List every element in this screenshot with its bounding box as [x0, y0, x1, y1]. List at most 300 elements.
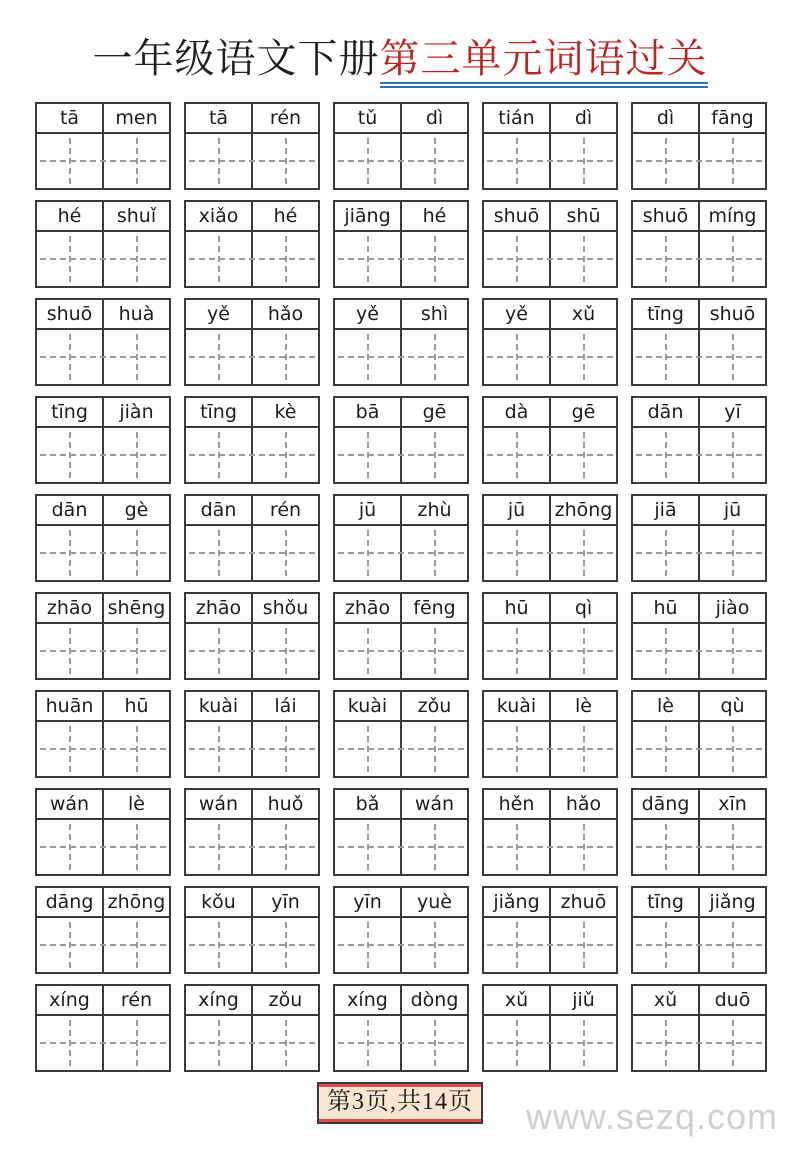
pinyin-syllable: huà — [102, 300, 169, 328]
writing-box — [484, 526, 549, 580]
writing-box — [37, 624, 102, 678]
writing-box — [102, 232, 169, 286]
pinyin-syllable: hé — [251, 202, 318, 230]
pinyin-syllable: tīng — [647, 303, 684, 325]
pinyin-row — [633, 104, 765, 134]
pinyin-syllable: yě — [505, 303, 528, 325]
pinyin-row — [335, 496, 467, 526]
writing-box — [102, 918, 169, 972]
pinyin-row — [186, 300, 318, 330]
write-row — [335, 526, 467, 580]
writing-box — [102, 820, 169, 874]
pinyin-syllable: jiā — [654, 499, 677, 521]
pinyin-row — [484, 104, 616, 134]
write-row — [335, 134, 467, 188]
page-footer — [317, 1082, 483, 1124]
pinyin-syllable: jū — [507, 499, 526, 521]
writing-box — [186, 526, 251, 580]
writing-box — [186, 330, 251, 384]
writing-box — [37, 330, 102, 384]
write-row — [633, 1016, 765, 1070]
word-block — [333, 788, 469, 876]
pinyin-syllable: tīng — [647, 891, 684, 913]
writing-box — [186, 820, 251, 874]
writing-box — [549, 1016, 616, 1070]
pinyin-syllable: dì — [656, 107, 675, 129]
pinyin-syllable: yě — [356, 303, 379, 325]
writing-box — [633, 624, 698, 678]
write-row — [633, 624, 765, 678]
pinyin-syllable: hū — [504, 597, 529, 619]
writing-box — [186, 1016, 251, 1070]
writing-box — [400, 624, 467, 678]
writing-box — [335, 526, 400, 580]
pinyin-row — [335, 888, 467, 918]
pinyin-syllable: gē — [400, 398, 467, 426]
pinyin-syllable: dòng — [400, 986, 467, 1014]
word-block — [482, 984, 618, 1072]
pinyin-syllable: zhāo — [46, 597, 93, 619]
pinyin-syllable: shuō — [698, 300, 765, 328]
writing-box — [102, 526, 169, 580]
pinyin-syllable: shǒu — [251, 594, 318, 622]
pinyin-row — [37, 986, 169, 1016]
pinyin-syllable: xǔ — [653, 989, 678, 1011]
write-row — [484, 428, 616, 482]
pinyin-syllable: jiǔ — [549, 986, 616, 1014]
pinyin-row — [37, 790, 169, 820]
pinyin-syllable: jiāng — [344, 205, 391, 227]
word-block — [35, 494, 171, 582]
pinyin-row — [484, 496, 616, 526]
writing-box — [102, 330, 169, 384]
pinyin-syllable: dì — [400, 104, 467, 132]
pinyin-syllable: fāng — [698, 104, 765, 132]
pinyin-row — [37, 496, 169, 526]
pinyin-syllable: tīng — [51, 401, 88, 423]
writing-box — [549, 134, 616, 188]
write-row — [633, 526, 765, 580]
word-block — [184, 298, 320, 386]
pinyin-row — [335, 300, 467, 330]
word-row — [35, 886, 767, 974]
pinyin-row — [186, 496, 318, 526]
word-block — [35, 592, 171, 680]
writing-box — [186, 722, 251, 776]
pinyin-syllable: zhōng — [102, 888, 169, 916]
writing-box — [549, 526, 616, 580]
pinyin-syllable: wán — [400, 790, 467, 818]
word-block — [333, 494, 469, 582]
pinyin-syllable: jiǎng — [493, 891, 540, 913]
pinyin-row — [186, 104, 318, 134]
pinyin-syllable: jū — [358, 499, 377, 521]
write-row — [484, 722, 616, 776]
word-block — [184, 102, 320, 190]
writing-box — [37, 134, 102, 188]
pinyin-syllable: gē — [549, 398, 616, 426]
word-row — [35, 298, 767, 386]
pinyin-syllable: yīn — [353, 891, 382, 913]
pinyin-syllable: kuài — [198, 695, 239, 717]
writing-box — [549, 624, 616, 678]
writing-box — [484, 624, 549, 678]
writing-box — [37, 526, 102, 580]
write-row — [37, 134, 169, 188]
pinyin-row — [633, 692, 765, 722]
word-block — [184, 788, 320, 876]
write-row — [335, 428, 467, 482]
pinyin-row — [186, 692, 318, 722]
pinyin-syllable: zǒu — [251, 986, 318, 1014]
writing-box — [698, 722, 765, 776]
pinyin-syllable: xíng — [198, 989, 239, 1011]
word-block — [631, 592, 767, 680]
pinyin-syllable: bǎ — [355, 793, 380, 815]
write-row — [186, 624, 318, 678]
writing-box — [186, 624, 251, 678]
pinyin-row — [37, 202, 169, 232]
pinyin-syllable: zhāo — [344, 597, 391, 619]
pinyin-syllable: hū — [653, 597, 678, 619]
pinyin-row — [484, 202, 616, 232]
word-block — [333, 886, 469, 974]
write-row — [37, 820, 169, 874]
writing-box — [102, 428, 169, 482]
pinyin-row — [186, 398, 318, 428]
pinyin-syllable: fēng — [400, 594, 467, 622]
writing-box — [335, 624, 400, 678]
writing-box — [400, 722, 467, 776]
write-row — [335, 722, 467, 776]
writing-box — [102, 722, 169, 776]
word-row — [35, 200, 767, 288]
word-block — [35, 690, 171, 778]
writing-box — [633, 134, 698, 188]
pinyin-syllable: lè — [102, 790, 169, 818]
word-block — [631, 886, 767, 974]
title-text-black: 一年级语文下册 — [92, 37, 380, 81]
word-block — [184, 592, 320, 680]
writing-box — [102, 1016, 169, 1070]
pinyin-syllable: hé — [400, 202, 467, 230]
pinyin-syllable: zhōng — [549, 496, 616, 524]
writing-box — [633, 526, 698, 580]
writing-box — [698, 624, 765, 678]
writing-box — [698, 1016, 765, 1070]
writing-box — [37, 1016, 102, 1070]
pinyin-syllable: zǒu — [400, 692, 467, 720]
write-row — [186, 722, 318, 776]
word-block — [482, 396, 618, 484]
page-number: 第3页,共14页 — [319, 1084, 481, 1122]
writing-box — [549, 330, 616, 384]
write-row — [37, 624, 169, 678]
pinyin-row — [633, 398, 765, 428]
pinyin-syllable: shuǐ — [102, 202, 169, 230]
pinyin-syllable: tián — [498, 107, 535, 129]
write-row — [186, 820, 318, 874]
pinyin-row — [186, 202, 318, 232]
pinyin-row — [633, 888, 765, 918]
write-row — [37, 1016, 169, 1070]
writing-box — [251, 722, 318, 776]
word-grid — [35, 102, 767, 1072]
writing-box — [102, 624, 169, 678]
pinyin-syllable: qì — [549, 594, 616, 622]
word-block — [482, 102, 618, 190]
writing-box — [400, 330, 467, 384]
word-block — [333, 396, 469, 484]
writing-box — [186, 134, 251, 188]
pinyin-row — [186, 986, 318, 1016]
pinyin-syllable: bā — [355, 401, 380, 423]
pinyin-row — [484, 888, 616, 918]
writing-box — [102, 134, 169, 188]
writing-box — [698, 428, 765, 482]
word-block — [482, 298, 618, 386]
word-block — [631, 396, 767, 484]
pinyin-row — [335, 398, 467, 428]
pinyin-syllable: zhuō — [549, 888, 616, 916]
writing-box — [484, 232, 549, 286]
word-block — [631, 788, 767, 876]
write-row — [186, 1016, 318, 1070]
writing-box — [698, 526, 765, 580]
writing-box — [335, 820, 400, 874]
writing-box — [698, 330, 765, 384]
write-row — [484, 526, 616, 580]
pinyin-syllable: hū — [102, 692, 169, 720]
word-row — [35, 396, 767, 484]
word-block — [35, 298, 171, 386]
write-row — [633, 918, 765, 972]
word-block — [631, 200, 767, 288]
write-row — [633, 820, 765, 874]
word-row — [35, 592, 767, 680]
pinyin-syllable: dān — [51, 499, 88, 521]
write-row — [37, 428, 169, 482]
writing-box — [335, 1016, 400, 1070]
writing-box — [335, 330, 400, 384]
pinyin-syllable: shuō — [642, 205, 689, 227]
pinyin-row — [335, 790, 467, 820]
pinyin-row — [633, 300, 765, 330]
pinyin-syllable: kuài — [496, 695, 537, 717]
write-row — [484, 918, 616, 972]
writing-box — [400, 918, 467, 972]
pinyin-row — [484, 986, 616, 1016]
pinyin-syllable: yě — [207, 303, 230, 325]
write-row — [37, 918, 169, 972]
word-block — [184, 494, 320, 582]
word-block — [482, 494, 618, 582]
writing-box — [251, 134, 318, 188]
word-row — [35, 102, 767, 190]
pinyin-syllable: wán — [49, 793, 90, 815]
word-block — [631, 494, 767, 582]
write-row — [335, 330, 467, 384]
write-row — [37, 330, 169, 384]
pinyin-row — [186, 790, 318, 820]
writing-box — [251, 1016, 318, 1070]
write-row — [484, 232, 616, 286]
writing-box — [335, 232, 400, 286]
word-row — [35, 788, 767, 876]
word-block — [482, 690, 618, 778]
word-row — [35, 984, 767, 1072]
pinyin-row — [37, 692, 169, 722]
title-text-red-underlined: 第三单元词语过关 — [380, 37, 708, 88]
writing-box — [698, 918, 765, 972]
word-block — [631, 690, 767, 778]
pinyin-syllable: men — [102, 104, 169, 132]
writing-box — [549, 722, 616, 776]
pinyin-syllable: shū — [549, 202, 616, 230]
word-block — [333, 298, 469, 386]
writing-box — [251, 624, 318, 678]
writing-box — [633, 428, 698, 482]
pinyin-syllable: jiàn — [102, 398, 169, 426]
word-block — [482, 788, 618, 876]
word-block — [631, 298, 767, 386]
pinyin-row — [633, 986, 765, 1016]
writing-box — [633, 232, 698, 286]
pinyin-row — [335, 986, 467, 1016]
write-row — [186, 232, 318, 286]
pinyin-syllable: qù — [698, 692, 765, 720]
writing-box — [251, 526, 318, 580]
word-block — [482, 200, 618, 288]
write-row — [37, 722, 169, 776]
pinyin-row — [335, 104, 467, 134]
writing-box — [484, 134, 549, 188]
pinyin-syllable: jiào — [698, 594, 765, 622]
writing-box — [633, 1016, 698, 1070]
pinyin-syllable: yī — [698, 398, 765, 426]
writing-box — [400, 1016, 467, 1070]
write-row — [335, 1016, 467, 1070]
word-block — [35, 984, 171, 1072]
writing-box — [484, 918, 549, 972]
writing-box — [698, 134, 765, 188]
pinyin-syllable: xíng — [49, 989, 90, 1011]
writing-box — [484, 428, 549, 482]
writing-box — [37, 722, 102, 776]
pinyin-row — [37, 300, 169, 330]
pinyin-row — [335, 594, 467, 624]
pinyin-syllable: xǔ — [549, 300, 616, 328]
writing-box — [633, 820, 698, 874]
pinyin-syllable: xǔ — [504, 989, 529, 1011]
writing-box — [400, 134, 467, 188]
word-block — [35, 102, 171, 190]
pinyin-syllable: zhù — [400, 496, 467, 524]
pinyin-syllable: shuō — [493, 205, 540, 227]
pinyin-row — [633, 496, 765, 526]
pinyin-syllable: tīng — [200, 401, 237, 423]
writing-box — [37, 428, 102, 482]
pinyin-row — [484, 398, 616, 428]
pinyin-syllable: míng — [698, 202, 765, 230]
pinyin-syllable: jū — [698, 496, 765, 524]
write-row — [186, 330, 318, 384]
word-block — [184, 886, 320, 974]
word-block — [35, 396, 171, 484]
word-block — [631, 102, 767, 190]
pinyin-syllable: yīn — [251, 888, 318, 916]
writing-box — [186, 232, 251, 286]
pinyin-syllable: kè — [251, 398, 318, 426]
pinyin-row — [633, 594, 765, 624]
word-row — [35, 690, 767, 778]
word-block — [333, 200, 469, 288]
pinyin-row — [633, 790, 765, 820]
pinyin-row — [37, 888, 169, 918]
pinyin-syllable: wán — [198, 793, 239, 815]
pinyin-syllable: zhāo — [195, 597, 242, 619]
pinyin-syllable: jiǎng — [698, 888, 765, 916]
pinyin-row — [484, 300, 616, 330]
pinyin-syllable: dà — [504, 401, 529, 423]
write-row — [633, 428, 765, 482]
pinyin-row — [484, 790, 616, 820]
write-row — [186, 428, 318, 482]
pinyin-row — [186, 888, 318, 918]
word-block — [35, 200, 171, 288]
pinyin-syllable: xiǎo — [198, 205, 239, 227]
word-row — [35, 494, 767, 582]
writing-box — [633, 918, 698, 972]
pinyin-row — [186, 594, 318, 624]
word-block — [184, 200, 320, 288]
pinyin-row — [335, 202, 467, 232]
pinyin-syllable: lè — [549, 692, 616, 720]
pinyin-syllable: shuō — [46, 303, 93, 325]
word-block — [333, 102, 469, 190]
pinyin-syllable: rén — [102, 986, 169, 1014]
word-block — [482, 592, 618, 680]
write-row — [484, 1016, 616, 1070]
pinyin-syllable: kuài — [347, 695, 388, 717]
write-row — [335, 820, 467, 874]
word-block — [35, 886, 171, 974]
word-block — [333, 592, 469, 680]
writing-box — [484, 820, 549, 874]
pinyin-syllable: xīn — [698, 790, 765, 818]
pinyin-syllable: huǒ — [251, 790, 318, 818]
pinyin-syllable: lè — [657, 695, 674, 717]
writing-box — [400, 526, 467, 580]
writing-box — [698, 232, 765, 286]
writing-box — [549, 232, 616, 286]
writing-box — [335, 918, 400, 972]
pinyin-syllable: dāng — [641, 793, 690, 815]
pinyin-row — [37, 594, 169, 624]
pinyin-syllable: dān — [647, 401, 684, 423]
pinyin-row — [37, 398, 169, 428]
pinyin-syllable: lái — [251, 692, 318, 720]
writing-box — [251, 232, 318, 286]
write-row — [186, 526, 318, 580]
write-row — [633, 134, 765, 188]
pinyin-row — [335, 692, 467, 722]
writing-box — [698, 820, 765, 874]
write-row — [484, 330, 616, 384]
word-block — [631, 984, 767, 1072]
write-row — [633, 330, 765, 384]
pinyin-syllable: tā — [208, 107, 229, 129]
